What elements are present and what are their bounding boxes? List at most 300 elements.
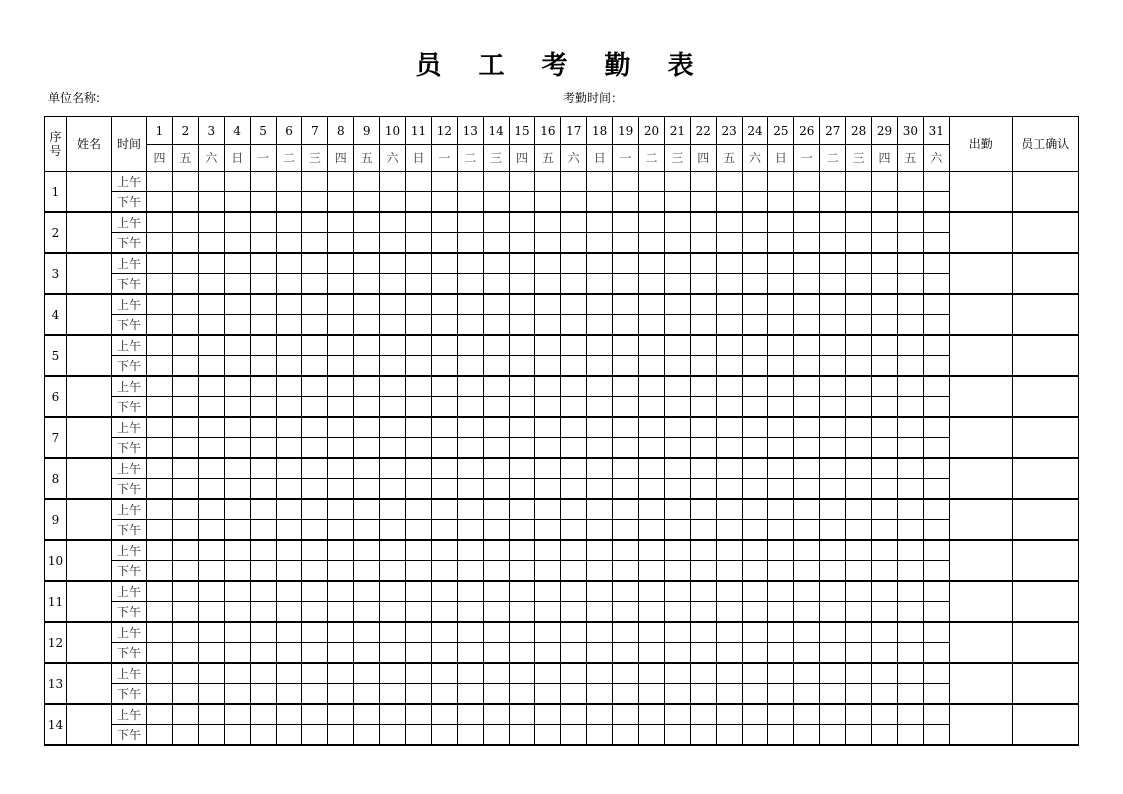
attendance-cell[interactable]	[768, 663, 794, 684]
attendance-cell[interactable]	[820, 233, 846, 254]
attendance-cell[interactable]	[535, 540, 561, 561]
attendance-cell[interactable]	[509, 376, 535, 397]
attendance-cell[interactable]	[794, 438, 820, 459]
attendance-cell[interactable]	[561, 438, 587, 459]
attendance-cell[interactable]	[198, 663, 224, 684]
attendance-cell[interactable]	[897, 356, 923, 377]
attendance-cell[interactable]	[328, 438, 354, 459]
attendance-cell[interactable]	[483, 479, 509, 500]
attendance-cell[interactable]	[535, 602, 561, 623]
attendance-cell[interactable]	[587, 315, 613, 336]
attendance-cell[interactable]	[147, 274, 173, 295]
attendance-cell[interactable]	[872, 725, 898, 746]
attendance-cell[interactable]	[820, 581, 846, 602]
attendance-cell[interactable]	[587, 172, 613, 192]
attendance-cell[interactable]	[276, 581, 302, 602]
employee-confirm-cell[interactable]	[1012, 376, 1078, 417]
attendance-cell[interactable]	[302, 725, 328, 746]
attendance-cell[interactable]	[613, 458, 639, 479]
attendance-total-cell[interactable]	[949, 212, 1012, 253]
attendance-cell[interactable]	[406, 458, 432, 479]
attendance-cell[interactable]	[690, 253, 716, 274]
attendance-cell[interactable]	[354, 253, 380, 274]
attendance-cell[interactable]	[198, 561, 224, 582]
attendance-cell[interactable]	[406, 417, 432, 438]
attendance-cell[interactable]	[302, 704, 328, 725]
attendance-cell[interactable]	[846, 520, 872, 541]
attendance-cell[interactable]	[768, 274, 794, 295]
attendance-cell[interactable]	[380, 479, 406, 500]
attendance-cell[interactable]	[561, 581, 587, 602]
attendance-cell[interactable]	[354, 376, 380, 397]
attendance-cell[interactable]	[794, 499, 820, 520]
attendance-cell[interactable]	[483, 417, 509, 438]
attendance-cell[interactable]	[923, 294, 949, 315]
attendance-cell[interactable]	[716, 663, 742, 684]
attendance-cell[interactable]	[587, 274, 613, 295]
attendance-cell[interactable]	[457, 540, 483, 561]
attendance-cell[interactable]	[872, 520, 898, 541]
employee-confirm-cell[interactable]	[1012, 622, 1078, 663]
attendance-cell[interactable]	[923, 520, 949, 541]
attendance-cell[interactable]	[354, 602, 380, 623]
attendance-cell[interactable]	[820, 643, 846, 664]
attendance-cell[interactable]	[742, 520, 768, 541]
attendance-cell[interactable]	[639, 684, 665, 705]
attendance-cell[interactable]	[380, 561, 406, 582]
attendance-cell[interactable]	[173, 704, 199, 725]
attendance-cell[interactable]	[846, 438, 872, 459]
attendance-cell[interactable]	[173, 397, 199, 418]
attendance-cell[interactable]	[639, 294, 665, 315]
attendance-cell[interactable]	[328, 253, 354, 274]
attendance-cell[interactable]	[328, 520, 354, 541]
attendance-cell[interactable]	[846, 540, 872, 561]
attendance-cell[interactable]	[923, 499, 949, 520]
attendance-cell[interactable]	[742, 499, 768, 520]
attendance-cell[interactable]	[198, 704, 224, 725]
attendance-cell[interactable]	[872, 274, 898, 295]
attendance-cell[interactable]	[431, 233, 457, 254]
attendance-cell[interactable]	[587, 212, 613, 233]
attendance-cell[interactable]	[897, 212, 923, 233]
attendance-cell[interactable]	[794, 663, 820, 684]
attendance-cell[interactable]	[716, 684, 742, 705]
attendance-cell[interactable]	[846, 499, 872, 520]
attendance-cell[interactable]	[872, 704, 898, 725]
attendance-cell[interactable]	[690, 172, 716, 192]
attendance-cell[interactable]	[535, 725, 561, 746]
attendance-cell[interactable]	[457, 725, 483, 746]
attendance-cell[interactable]	[742, 458, 768, 479]
attendance-cell[interactable]	[224, 540, 250, 561]
attendance-cell[interactable]	[483, 458, 509, 479]
attendance-cell[interactable]	[716, 172, 742, 192]
attendance-cell[interactable]	[250, 684, 276, 705]
attendance-cell[interactable]	[639, 602, 665, 623]
attendance-cell[interactable]	[872, 581, 898, 602]
attendance-cell[interactable]	[198, 253, 224, 274]
attendance-cell[interactable]	[820, 479, 846, 500]
attendance-cell[interactable]	[483, 294, 509, 315]
attendance-cell[interactable]	[406, 725, 432, 746]
attendance-cell[interactable]	[198, 684, 224, 705]
attendance-cell[interactable]	[431, 602, 457, 623]
attendance-cell[interactable]	[897, 458, 923, 479]
attendance-cell[interactable]	[872, 458, 898, 479]
attendance-cell[interactable]	[639, 561, 665, 582]
attendance-cell[interactable]	[690, 212, 716, 233]
attendance-cell[interactable]	[457, 622, 483, 643]
attendance-cell[interactable]	[354, 172, 380, 192]
attendance-cell[interactable]	[483, 561, 509, 582]
attendance-total-cell[interactable]	[949, 376, 1012, 417]
attendance-cell[interactable]	[224, 479, 250, 500]
attendance-cell[interactable]	[716, 520, 742, 541]
attendance-cell[interactable]	[820, 602, 846, 623]
attendance-cell[interactable]	[483, 212, 509, 233]
attendance-cell[interactable]	[406, 704, 432, 725]
attendance-cell[interactable]	[846, 335, 872, 356]
attendance-cell[interactable]	[302, 622, 328, 643]
attendance-cell[interactable]	[302, 172, 328, 192]
attendance-cell[interactable]	[457, 172, 483, 192]
attendance-cell[interactable]	[613, 294, 639, 315]
attendance-cell[interactable]	[872, 192, 898, 213]
attendance-cell[interactable]	[561, 602, 587, 623]
attendance-cell[interactable]	[897, 417, 923, 438]
attendance-cell[interactable]	[224, 581, 250, 602]
attendance-cell[interactable]	[742, 397, 768, 418]
attendance-cell[interactable]	[250, 335, 276, 356]
attendance-cell[interactable]	[768, 294, 794, 315]
attendance-cell[interactable]	[794, 417, 820, 438]
attendance-cell[interactable]	[587, 438, 613, 459]
attendance-cell[interactable]	[664, 479, 690, 500]
attendance-cell[interactable]	[302, 663, 328, 684]
attendance-cell[interactable]	[690, 643, 716, 664]
attendance-cell[interactable]	[768, 622, 794, 643]
attendance-cell[interactable]	[794, 233, 820, 254]
attendance-cell[interactable]	[690, 315, 716, 336]
attendance-cell[interactable]	[406, 376, 432, 397]
attendance-cell[interactable]	[483, 172, 509, 192]
attendance-cell[interactable]	[457, 233, 483, 254]
attendance-cell[interactable]	[535, 315, 561, 336]
attendance-cell[interactable]	[380, 602, 406, 623]
attendance-cell[interactable]	[613, 520, 639, 541]
attendance-cell[interactable]	[302, 479, 328, 500]
attendance-cell[interactable]	[897, 643, 923, 664]
attendance-cell[interactable]	[535, 356, 561, 377]
attendance-cell[interactable]	[794, 643, 820, 664]
attendance-cell[interactable]	[535, 622, 561, 643]
attendance-cell[interactable]	[690, 499, 716, 520]
attendance-cell[interactable]	[535, 192, 561, 213]
attendance-cell[interactable]	[561, 253, 587, 274]
attendance-cell[interactable]	[742, 725, 768, 746]
attendance-cell[interactable]	[820, 212, 846, 233]
attendance-cell[interactable]	[561, 561, 587, 582]
attendance-cell[interactable]	[250, 212, 276, 233]
attendance-cell[interactable]	[535, 253, 561, 274]
attendance-cell[interactable]	[742, 663, 768, 684]
attendance-cell[interactable]	[639, 725, 665, 746]
attendance-cell[interactable]	[872, 172, 898, 192]
attendance-cell[interactable]	[897, 725, 923, 746]
attendance-cell[interactable]	[639, 172, 665, 192]
attendance-cell[interactable]	[302, 233, 328, 254]
employee-name-cell[interactable]	[67, 499, 112, 540]
attendance-cell[interactable]	[794, 725, 820, 746]
employee-confirm-cell[interactable]	[1012, 581, 1078, 622]
attendance-cell[interactable]	[587, 499, 613, 520]
attendance-cell[interactable]	[923, 704, 949, 725]
attendance-cell[interactable]	[872, 663, 898, 684]
attendance-cell[interactable]	[639, 397, 665, 418]
attendance-cell[interactable]	[173, 663, 199, 684]
attendance-cell[interactable]	[380, 335, 406, 356]
attendance-cell[interactable]	[431, 479, 457, 500]
attendance-cell[interactable]	[431, 335, 457, 356]
attendance-total-cell[interactable]	[949, 417, 1012, 458]
attendance-cell[interactable]	[794, 602, 820, 623]
attendance-cell[interactable]	[716, 622, 742, 643]
attendance-cell[interactable]	[483, 315, 509, 336]
attendance-cell[interactable]	[639, 212, 665, 233]
attendance-cell[interactable]	[173, 274, 199, 295]
attendance-cell[interactable]	[923, 643, 949, 664]
attendance-cell[interactable]	[664, 438, 690, 459]
attendance-cell[interactable]	[897, 397, 923, 418]
attendance-cell[interactable]	[509, 315, 535, 336]
attendance-cell[interactable]	[457, 397, 483, 418]
attendance-cell[interactable]	[173, 376, 199, 397]
attendance-cell[interactable]	[224, 253, 250, 274]
attendance-cell[interactable]	[613, 376, 639, 397]
attendance-cell[interactable]	[794, 540, 820, 561]
attendance-cell[interactable]	[613, 499, 639, 520]
attendance-cell[interactable]	[173, 192, 199, 213]
attendance-cell[interactable]	[457, 438, 483, 459]
attendance-cell[interactable]	[147, 172, 173, 192]
attendance-cell[interactable]	[354, 581, 380, 602]
employee-confirm-cell[interactable]	[1012, 417, 1078, 458]
attendance-cell[interactable]	[587, 581, 613, 602]
attendance-cell[interactable]	[613, 356, 639, 377]
attendance-cell[interactable]	[224, 684, 250, 705]
attendance-cell[interactable]	[561, 643, 587, 664]
attendance-cell[interactable]	[354, 561, 380, 582]
attendance-cell[interactable]	[846, 172, 872, 192]
attendance-cell[interactable]	[768, 376, 794, 397]
attendance-cell[interactable]	[431, 622, 457, 643]
attendance-cell[interactable]	[923, 622, 949, 643]
employee-name-cell[interactable]	[67, 458, 112, 499]
attendance-cell[interactable]	[639, 356, 665, 377]
attendance-cell[interactable]	[483, 233, 509, 254]
attendance-cell[interactable]	[380, 192, 406, 213]
attendance-cell[interactable]	[561, 335, 587, 356]
attendance-cell[interactable]	[846, 233, 872, 254]
attendance-cell[interactable]	[794, 335, 820, 356]
attendance-total-cell[interactable]	[949, 581, 1012, 622]
attendance-cell[interactable]	[820, 520, 846, 541]
attendance-cell[interactable]	[664, 540, 690, 561]
attendance-cell[interactable]	[509, 684, 535, 705]
attendance-cell[interactable]	[768, 684, 794, 705]
attendance-cell[interactable]	[483, 602, 509, 623]
attendance-cell[interactable]	[872, 335, 898, 356]
attendance-cell[interactable]	[613, 602, 639, 623]
attendance-cell[interactable]	[742, 417, 768, 438]
attendance-cell[interactable]	[690, 479, 716, 500]
attendance-cell[interactable]	[872, 540, 898, 561]
attendance-cell[interactable]	[328, 335, 354, 356]
attendance-cell[interactable]	[431, 684, 457, 705]
attendance-cell[interactable]	[431, 725, 457, 746]
attendance-cell[interactable]	[198, 356, 224, 377]
attendance-cell[interactable]	[923, 335, 949, 356]
attendance-cell[interactable]	[897, 172, 923, 192]
attendance-cell[interactable]	[276, 684, 302, 705]
attendance-cell[interactable]	[535, 561, 561, 582]
attendance-cell[interactable]	[716, 479, 742, 500]
attendance-cell[interactable]	[716, 294, 742, 315]
attendance-cell[interactable]	[328, 417, 354, 438]
attendance-cell[interactable]	[742, 581, 768, 602]
attendance-cell[interactable]	[820, 335, 846, 356]
attendance-cell[interactable]	[613, 212, 639, 233]
attendance-cell[interactable]	[483, 192, 509, 213]
attendance-cell[interactable]	[276, 663, 302, 684]
attendance-cell[interactable]	[897, 581, 923, 602]
attendance-cell[interactable]	[250, 643, 276, 664]
attendance-cell[interactable]	[147, 725, 173, 746]
attendance-cell[interactable]	[923, 581, 949, 602]
attendance-cell[interactable]	[509, 274, 535, 295]
attendance-cell[interactable]	[354, 294, 380, 315]
attendance-cell[interactable]	[768, 725, 794, 746]
attendance-cell[interactable]	[198, 192, 224, 213]
attendance-cell[interactable]	[173, 294, 199, 315]
attendance-cell[interactable]	[276, 315, 302, 336]
attendance-cell[interactable]	[302, 438, 328, 459]
attendance-cell[interactable]	[276, 725, 302, 746]
attendance-cell[interactable]	[846, 479, 872, 500]
attendance-cell[interactable]	[328, 581, 354, 602]
attendance-cell[interactable]	[716, 233, 742, 254]
attendance-cell[interactable]	[406, 643, 432, 664]
attendance-cell[interactable]	[613, 335, 639, 356]
attendance-cell[interactable]	[173, 458, 199, 479]
attendance-cell[interactable]	[587, 622, 613, 643]
attendance-cell[interactable]	[354, 479, 380, 500]
attendance-cell[interactable]	[224, 725, 250, 746]
attendance-cell[interactable]	[173, 417, 199, 438]
attendance-cell[interactable]	[483, 684, 509, 705]
attendance-cell[interactable]	[664, 417, 690, 438]
attendance-cell[interactable]	[923, 192, 949, 213]
attendance-cell[interactable]	[872, 315, 898, 336]
attendance-cell[interactable]	[872, 253, 898, 274]
attendance-cell[interactable]	[794, 397, 820, 418]
attendance-cell[interactable]	[509, 294, 535, 315]
attendance-cell[interactable]	[224, 520, 250, 541]
attendance-cell[interactable]	[198, 540, 224, 561]
attendance-cell[interactable]	[561, 684, 587, 705]
attendance-cell[interactable]	[328, 684, 354, 705]
attendance-cell[interactable]	[354, 643, 380, 664]
attendance-cell[interactable]	[457, 212, 483, 233]
attendance-cell[interactable]	[457, 356, 483, 377]
attendance-cell[interactable]	[690, 704, 716, 725]
attendance-cell[interactable]	[380, 417, 406, 438]
attendance-cell[interactable]	[250, 274, 276, 295]
attendance-cell[interactable]	[483, 253, 509, 274]
attendance-cell[interactable]	[897, 684, 923, 705]
attendance-cell[interactable]	[587, 684, 613, 705]
attendance-cell[interactable]	[820, 725, 846, 746]
attendance-cell[interactable]	[897, 253, 923, 274]
attendance-cell[interactable]	[613, 233, 639, 254]
attendance-cell[interactable]	[457, 684, 483, 705]
attendance-cell[interactable]	[276, 643, 302, 664]
attendance-cell[interactable]	[276, 356, 302, 377]
attendance-cell[interactable]	[872, 622, 898, 643]
employee-name-cell[interactable]	[67, 622, 112, 663]
attendance-cell[interactable]	[302, 499, 328, 520]
attendance-cell[interactable]	[587, 233, 613, 254]
attendance-cell[interactable]	[639, 499, 665, 520]
attendance-cell[interactable]	[639, 581, 665, 602]
attendance-cell[interactable]	[250, 499, 276, 520]
attendance-cell[interactable]	[561, 520, 587, 541]
attendance-cell[interactable]	[716, 356, 742, 377]
attendance-cell[interactable]	[509, 643, 535, 664]
employee-name-cell[interactable]	[67, 376, 112, 417]
attendance-cell[interactable]	[561, 294, 587, 315]
attendance-cell[interactable]	[224, 397, 250, 418]
employee-name-cell[interactable]	[67, 212, 112, 253]
attendance-cell[interactable]	[354, 725, 380, 746]
attendance-cell[interactable]	[587, 663, 613, 684]
attendance-cell[interactable]	[354, 335, 380, 356]
attendance-cell[interactable]	[690, 684, 716, 705]
attendance-cell[interactable]	[846, 397, 872, 418]
attendance-cell[interactable]	[613, 192, 639, 213]
attendance-cell[interactable]	[276, 274, 302, 295]
attendance-cell[interactable]	[328, 172, 354, 192]
attendance-cell[interactable]	[846, 253, 872, 274]
attendance-cell[interactable]	[509, 663, 535, 684]
attendance-cell[interactable]	[794, 376, 820, 397]
attendance-cell[interactable]	[328, 602, 354, 623]
attendance-cell[interactable]	[716, 602, 742, 623]
attendance-cell[interactable]	[768, 397, 794, 418]
attendance-cell[interactable]	[923, 356, 949, 377]
attendance-cell[interactable]	[587, 602, 613, 623]
attendance-cell[interactable]	[716, 376, 742, 397]
attendance-cell[interactable]	[923, 315, 949, 336]
attendance-cell[interactable]	[613, 479, 639, 500]
attendance-cell[interactable]	[431, 315, 457, 336]
attendance-cell[interactable]	[354, 192, 380, 213]
attendance-cell[interactable]	[354, 233, 380, 254]
attendance-cell[interactable]	[535, 520, 561, 541]
attendance-cell[interactable]	[639, 704, 665, 725]
attendance-cell[interactable]	[561, 479, 587, 500]
